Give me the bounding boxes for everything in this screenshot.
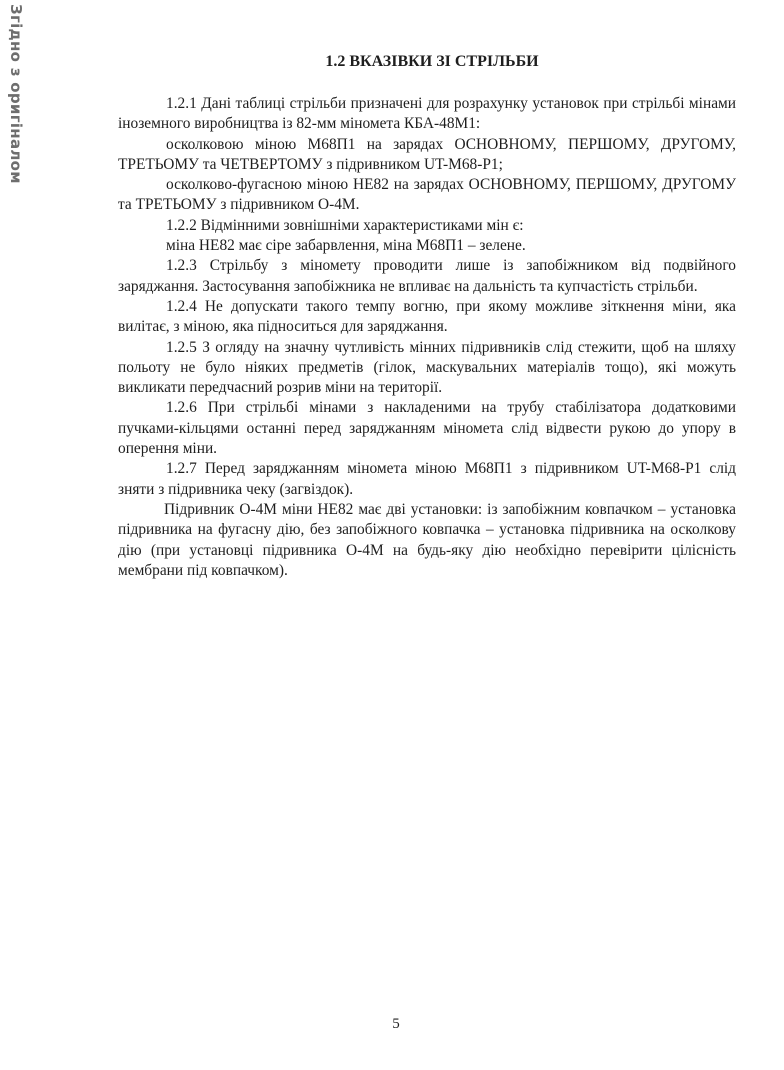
paragraph-mine-colors: міна HE82 має сіре забарвлення, міна М68П1 – зелене. bbox=[166, 237, 526, 255]
paragraph-1-2-4: 1.2.4 Не допускати такого темпу вогню, при якому можливе зіткнення міни, яка вилітає, з міною, яка підноситься для заряджання. bbox=[118, 297, 736, 336]
paragraph-1-2-1: 1.2.1 Дані таблиці стрільби призначені для розрахунку установок при стрільбі мінами іноземного виробництва із 82-мм міномета КБА-48М1: bbox=[118, 95, 736, 133]
document-page bbox=[118, 52, 736, 581]
paragraph-fuze-settings: Підривник О-4М міни HE82 має дві установки: із запобіжним ковпачком – установка підривника на фугасну дію, без запобіжного ковпачка – установка підривника на осколкову дію (при установці підривника О-4М на будь-яку дію необхідно перевірити цілісність мембрани під ковпачком). bbox=[118, 500, 736, 579]
certification-stamp: Згідно з оригіналом bbox=[7, 4, 25, 184]
section-title: 1.2 ВКАЗІВКИ ЗІ СТРІЛЬБИ bbox=[325, 53, 539, 70]
page-number: 5 bbox=[392, 1016, 400, 1032]
paragraph-1-2-2: 1.2.2 Відмінними зовнішніми характеристиками мін є: bbox=[166, 216, 524, 234]
paragraph-1-2-6: 1.2.6 При стрільбі мінами з накладеними на трубу стабілізатора додатковими пучками-кільцями останні перед заряджанням міномета слід відвести рукою до упору в оперення міни. bbox=[118, 399, 736, 458]
paragraph-fragmentation-mine: осколковою міною М68П1 на зарядах ОСНОВНОМУ, ПЕРШОМУ, ДРУГОМУ, ТРЕТЬОМУ та ЧЕТВЕРТОМУ з підривником UT-M68-P1; bbox=[118, 135, 736, 173]
paragraph-1-2-7: 1.2.7 Перед заряджанням міномета міною М68П1 з підривником UT-M68-P1 слід зняти з підривника чеку (загвіздок). bbox=[118, 460, 736, 498]
paragraph-he-mine: осколково-фугасною міною HE82 на зарядах ОСНОВНОМУ, ПЕРШОМУ, ДРУГОМУ та ТРЕТЬОМУ з підривником О-4М. bbox=[118, 176, 736, 214]
paragraph-1-2-3: 1.2.3 Стрільбу з міномету проводити лише із запобіжником від подвійного заряджання. Застосування запобіжника не впливає на дальність та купчастість стрільби. bbox=[118, 257, 736, 295]
paragraph-1-2-5: 1.2.5 З огляду на значну чутливість мінних підривників слід стежити, щоб на шляху польоту не було ніяких предметів (гілок, маскувальних матеріалів тощо), які можуть викликати передчасний розрив міни на території. bbox=[118, 338, 736, 397]
